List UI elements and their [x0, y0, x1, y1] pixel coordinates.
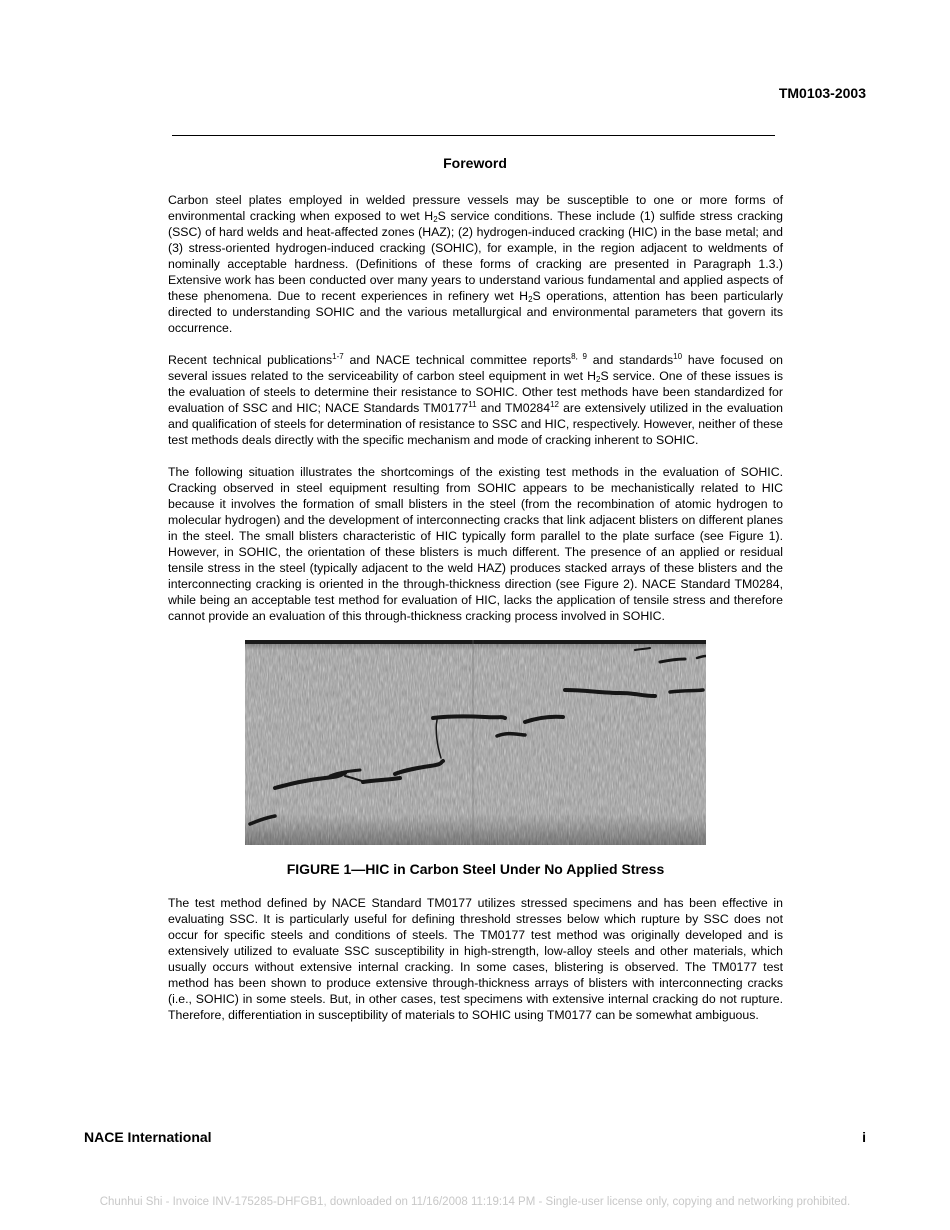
- document-number: TM0103-2003: [778, 85, 866, 101]
- header-rule: [172, 135, 775, 136]
- footer-organization: NACE International: [84, 1129, 212, 1145]
- paragraph-2: Recent technical publications$^{1-7}$ and NACE technical committee reports$^{8, 9}$ and standards$^{10}$ have focused on several issues related to the serviceability of carbon steel equipment in wet $H_2S$ service. One of these issues is the evaluation of steels to determine their resistance to SOHIC. Other test methods have been standardized for evaluation of SSC and HIC; NACE Standards TM0177$^{11}$ and TM0284$^{12}$ are extensively utilized in the evaluation and qualification of steels for determination of resistance to SSC and HIC, respectively. However, neither of these test methods deals directly with the specific mechanism and mode of cracking inherent to SOHIC.: [168, 352, 783, 447]
- paragraph-4: The test method defined by NACE Standard TM0177 utilizes stressed specimens and has been effective in evaluating SSC. It is particularly useful for defining threshold stresses below which rupture by SSC does not occur for specific steels and conditions of steels. The TM0177 test method was originally developed and is extensively utilized to evaluate SSC susceptibility in high-strength, low-alloy steels and other materials, which usually occurs without extensive internal cracking. In some cases, blistering is observed. The TM0177 test method has been shown to produce extensive through-thickness arrays of blisters with interconnecting cracks (i.e., SOHIC) in some steels. But, in other cases, test specimens with extensive internal cracking do not rupture. Therefore, differentiation in susceptibility of materials to SOHIC using TM0177 can be somewhat ambiguous.: [168, 896, 783, 1022]
- hic-micrograph-figure: [245, 640, 706, 845]
- paragraph-3: The following situation illustrates the shortcomings of the existing test methods in the evaluation of SOHIC. Cracking observed in steel equipment resulting from SOHIC appears to be mechanistically related to HIC because it involves the formation of small blisters in the steel (from the recombination of atomic hydrogen to molecular hydrogen) and the development of interconnecting cracks that link adjacent blisters on different planes in the steel. The small blisters characteristic of HIC typically form parallel to the plate surface (see Figure 1). However, in SOHIC, the orientation of these blisters is much different. The presence of an applied or residual tensile stress in the steel (typically adjacent to the weld HAZ) produces stacked arrays of these blisters and the interconnecting cracking is oriented in the through-thickness direction (see Figure 2). NACE Standard TM0284, while being an acceptable test method for evaluation of HIC, lacks the application of tensile stress and therefore cannot provide an evaluation of this through-thickness cracking process involved in SOHIC.: [168, 465, 783, 623]
- foreword-body: [168, 192, 783, 1039]
- page-number: i: [862, 1129, 866, 1145]
- paragraph-1: Carbon steel plates employed in welded pressure vessels may be susceptible to one or more forms of environmental cracking when exposed to wet $H_2S$ service conditions. These include (1) sulfide stress cracking (SSC) of hard welds and heat-affected zones (HAZ); (2) hydrogen-induced cracking (HIC) in the base metal; and (3) stress-oriented hydrogen-induced cracking (SOHIC), for example, in the region adjacent to weldments of nominally acceptable hardness. (Definitions of these forms of cracking are presented in Paragraph 1.3.) Extensive work has been conducted over many years to understand various fundamental and applied aspects of these phenomena. Due to recent experiences in refinery wet $H_2S$ operations, attention has been particularly directed to understanding SOHIC and the various metallurgical and environmental parameters that govern its occurrence.: [168, 193, 783, 335]
- foreword-heading: Foreword: [443, 155, 507, 171]
- figure-1-caption: FIGURE 1—HIC in Carbon Steel Under No Applied Stress: [286, 861, 665, 877]
- license-watermark: Chunhui Shi - Invoice INV-175285-DHFGB1, downloaded on 11/16/2008 11:19:14 PM - Single-user license only, copying and networking prohibited.: [99, 1196, 851, 1208]
- hic-micrograph-image: [245, 640, 706, 845]
